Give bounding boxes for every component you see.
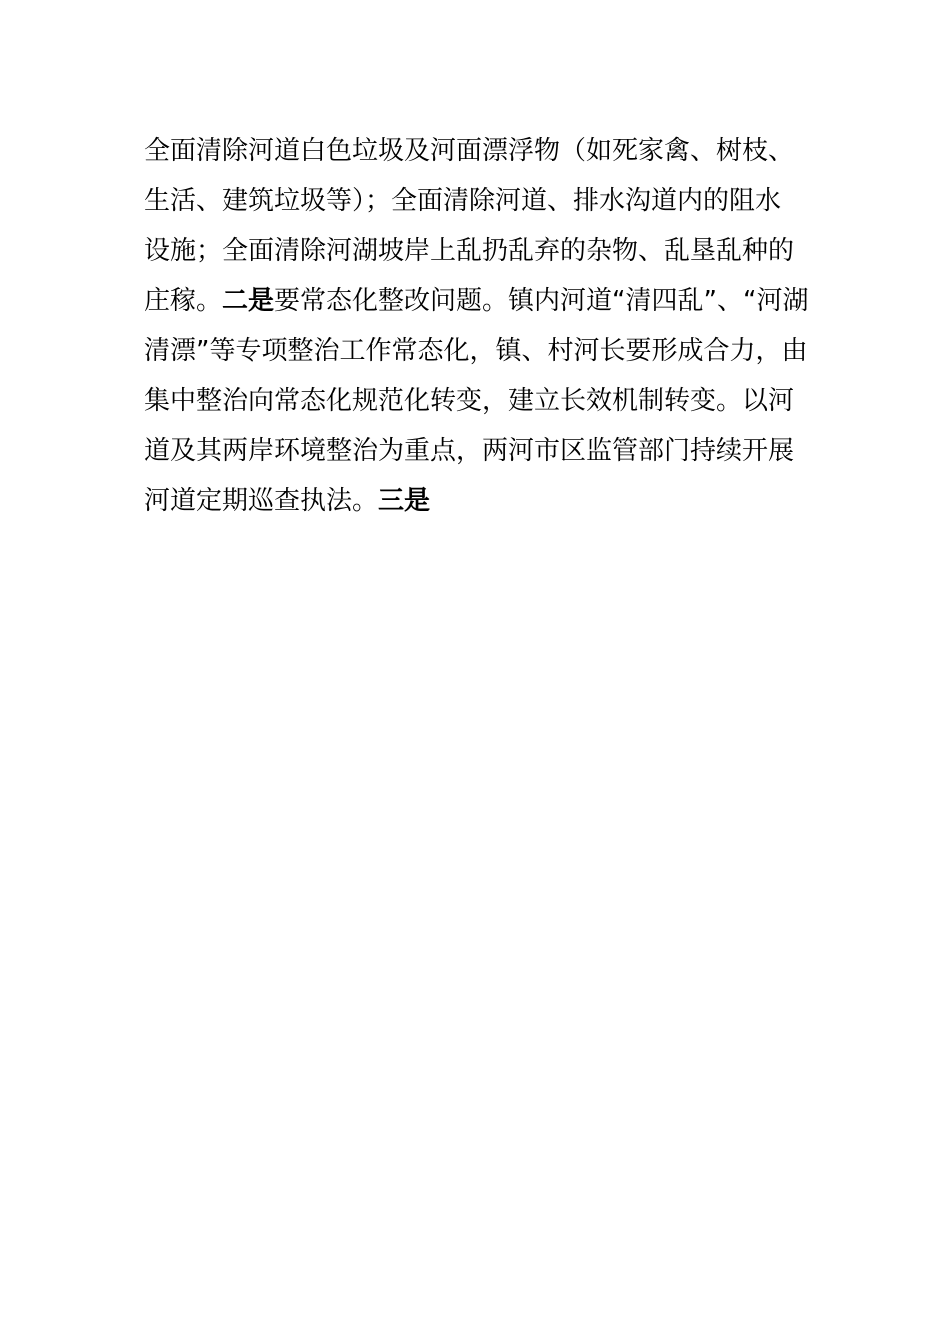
text-run: 集中整治向常态化规范化转变，建立长效机制转变。以河 <box>144 386 795 416</box>
text-run: 要常态化整改问题。镇内河道“清四乱”、“河湖 <box>274 286 809 316</box>
text-run: 河道定期巡查执法。 <box>144 486 379 516</box>
text-run: 道及其两岸环境整治为重点，两河市区监管部门持续开展 <box>144 436 795 466</box>
text-line-1 <box>144 126 804 176</box>
text-run: 生活、建筑垃圾等）；全面清除河道、排水沟道内的阻水 <box>144 186 782 216</box>
text-line-7 <box>144 426 804 476</box>
text-line-8 <box>144 476 804 526</box>
text-line-5 <box>144 326 808 376</box>
text-run: 设施；全面清除河湖坡岸上乱扔乱弃的杂物、乱垦乱种的 <box>144 236 795 266</box>
text-run: 庄稼。 <box>144 286 223 316</box>
section-marker-three: 三是 <box>378 486 431 516</box>
text-run: 全面清除河道白色垃圾及河面漂浮物（如死家禽、树枝、 <box>144 136 795 166</box>
text-line-6 <box>144 376 804 426</box>
section-marker-two: 二是 <box>222 286 275 316</box>
text-run: 清漂”等专项整治工作常态化，镇、村河长要形成合力，由 <box>144 336 808 366</box>
text-line-3 <box>144 226 804 276</box>
body-paragraph <box>144 126 809 526</box>
text-line-2 <box>144 176 804 226</box>
text-line-4 <box>144 276 809 326</box>
